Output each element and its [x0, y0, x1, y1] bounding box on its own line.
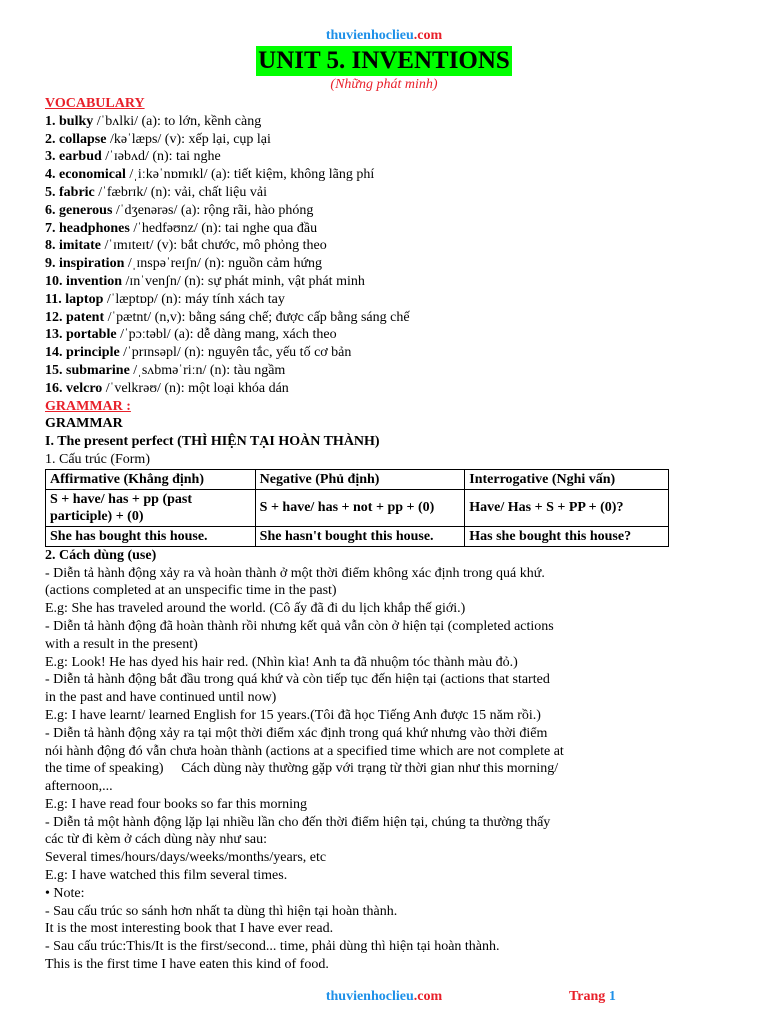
text-line: E.g: Look! He has dyed his hair red. (Nhìn kìa! Anh ta đã nhuộm tóc thành màu đỏ.): [45, 654, 518, 670]
vocab-definition: /ɪnˈvenʃn/ (n): sự phát minh, vật phát minh: [122, 273, 365, 289]
page-subtitle: (Những phát minh): [330, 77, 438, 92]
vocab-word: 8. imitate: [45, 238, 101, 254]
vocab-word: 15. submarine: [45, 362, 130, 378]
vocab-item: [45, 273, 725, 291]
vocab-definition: /ˈprɪnsəpl/ (n): nguyên tắc, yếu tố cơ bản: [119, 345, 352, 361]
vocab-definition: /ˈbʌlki/ (a): to lớn, kềnh càng: [93, 113, 262, 129]
text-line: - Diễn tả một hành động lặp lại nhiều lần cho đến thời điểm hiện tại, chúng ta thường thấy: [45, 814, 551, 830]
vocabulary-list: [45, 113, 725, 398]
vocab-item: [45, 237, 725, 255]
vocab-word: 13. portable: [45, 327, 117, 343]
table-row: [46, 526, 669, 546]
vocab-definition: /ˈɪəbʌd/ (n): tai nghe: [101, 149, 221, 165]
vocab-word: 7. headphones: [45, 220, 130, 236]
text-line: - Diễn tả hành động xảy ra tại một thời điểm xác định trong quá khứ nhưng vào thời điểm: [45, 725, 548, 741]
table-cell: She hasn't bought this house.: [255, 526, 465, 546]
text-line: E.g: I have watched this film several times.: [45, 868, 288, 884]
header-site-name: thuvienhoclieu: [325, 28, 414, 43]
vocab-definition: /kəˈlæps/ (v): xếp lại, cụp lại: [106, 131, 271, 147]
text-line: It is the most interesting book that I have ever read.: [45, 921, 334, 937]
vocab-item: [45, 255, 725, 273]
text-line: - Sau cấu trúc so sánh hơn nhất ta dùng thì hiện tại hoàn thành.: [45, 903, 398, 919]
vocab-definition: /ˈhedfəʊnz/ (n): tai nghe qua đầu: [129, 220, 318, 236]
text-line: E.g: I have learnt/ learned English for 15 years.(Tôi đã học Tiếng Anh được 15 năm rồi.): [45, 707, 541, 723]
vocab-word: 6. generous: [45, 202, 113, 218]
text-line: in the past and have continued until now): [45, 690, 277, 706]
vocab-item: [45, 291, 725, 309]
vocab-definition: /ˌɪnspəˈreɪʃn/ (n): nguồn cảm hứng: [124, 256, 323, 272]
vocab-word: 12. patent: [45, 309, 105, 325]
vocab-item: [45, 113, 725, 131]
form-table: [45, 469, 669, 547]
text-line: • Note:: [45, 885, 85, 901]
footer-site-link[interactable]: [0, 989, 768, 1005]
vocab-definition: /ˈvelkrəʊ/ (n): một loại khóa dán: [102, 380, 289, 396]
vocab-item: [45, 148, 725, 166]
vocabulary-heading: VOCABULARY: [45, 96, 145, 111]
structure-label: 1. Cấu trúc (Form): [45, 451, 150, 467]
document-body: [45, 95, 725, 974]
vocab-item: [45, 220, 725, 238]
table-header-row: [46, 469, 669, 489]
footer-site-domain: .com: [413, 989, 443, 1004]
vocab-word: 1. bulky: [45, 113, 94, 129]
vocab-definition: /ˌiːkəˈnɒmɪkl/ (a): tiết kiệm, không lãng phí: [125, 167, 375, 183]
vocab-item: [45, 362, 725, 380]
vocab-definition: /ˈpætnt/ (n,v): bằng sáng chế; được cấp bằng sáng chế: [104, 309, 410, 325]
text-line: - Sau cấu trúc:This/It is the first/second... time, phải dùng thì hiện tại hoàn thành.: [45, 939, 500, 955]
text-line: afternoon,...: [45, 779, 113, 795]
header-site-domain: .com: [413, 28, 443, 43]
grammar-label: GRAMMAR: [45, 416, 123, 432]
text-line: - Diễn tả hành động đã hoàn thành rồi nhưng kết quả vẫn còn ở hiện tại (completed actions: [45, 618, 554, 634]
table-row: [46, 489, 669, 526]
vocab-definition: /ˌsʌbməˈriːn/ (n): tàu ngầm: [129, 362, 286, 378]
page-title: UNIT 5. INVENTIONS: [258, 47, 510, 74]
text-line: (actions completed at an unspecific time in the past): [45, 583, 337, 599]
table-cell: S + have/ has + not + pp + (0): [255, 489, 465, 526]
footer-site-name: thuvienhoclieu: [325, 989, 414, 1004]
vocab-word: 16. velcro: [45, 380, 103, 396]
vocab-item: [45, 344, 725, 362]
vocab-word: 11. laptop: [45, 291, 104, 307]
text-line: - Diễn tả hành động bắt đầu trong quá khứ và còn tiếp tục đến hiện tại (actions that started: [45, 672, 550, 688]
vocab-definition: /ˈdʒenərəs/ (a): rộng rãi, hào phóng: [112, 202, 314, 218]
table-header-cell: Negative (Phủ định): [255, 469, 465, 489]
vocab-word: 9. inspiration: [45, 256, 125, 272]
text-line: E.g: She has traveled around the world. (Cô ấy đã đi du lịch khắp thế giới.): [45, 601, 466, 617]
page-number: [569, 989, 616, 1005]
grammar-heading: GRAMMAR :: [45, 398, 131, 414]
header-site-link[interactable]: [0, 28, 768, 44]
table-header-cell: Affirmative (Khẳng định): [46, 469, 256, 489]
text-line: E.g: I have read four books so far this morning: [45, 796, 308, 812]
title-wrap: [0, 46, 768, 76]
vocab-word: 5. fabric: [45, 184, 95, 200]
vocab-word: 3. earbud: [45, 149, 102, 165]
usage-text: [45, 565, 725, 974]
table-cell: She has bought this house.: [46, 526, 256, 546]
text-line: with a result in the present): [45, 636, 198, 652]
vocab-item: [45, 166, 725, 184]
vocab-item: [45, 380, 725, 398]
text-line: This is the first time I have eaten this kind of food.: [45, 957, 329, 973]
vocab-item: [45, 131, 725, 149]
table-header-cell: Interrogative (Nghi vấn): [465, 469, 669, 489]
vocab-word: 4. economical: [45, 167, 126, 183]
text-line: nói hành động đó vẫn chưa hoàn thành (actions at a specified time which are not complete at: [45, 743, 564, 759]
vocab-word: 2. collapse: [45, 131, 107, 147]
vocab-definition: /ˈlæptɒp/ (n): máy tính xách tay: [103, 291, 285, 307]
text-line: các từ đi kèm ở cách dùng này như sau:: [45, 832, 268, 848]
vocab-word: 14. principle: [45, 345, 120, 361]
vocab-definition: /ˈpɔːtəbl/ (a): dễ dàng mang, xách theo: [116, 327, 337, 343]
section-title: I. The present perfect (THÌ HIỆN TẠI HOÀN THÀNH): [45, 434, 380, 450]
text-line: - Diễn tả hành động xảy ra và hoàn thành ở một thời điểm không xác định trong quá khứ.: [45, 565, 545, 581]
vocab-item: [45, 184, 725, 202]
usage-label: 2. Cách dùng (use): [45, 547, 157, 563]
vocab-item: [45, 326, 725, 344]
vocab-item: [45, 309, 725, 327]
vocab-definition: /ˈfæbrɪk/ (n): vải, chất liệu vải: [94, 184, 267, 200]
table-cell: S + have/ has + pp (past participle) + (0): [46, 489, 256, 526]
text-line: Several times/hours/days/weeks/months/years, etc: [45, 850, 327, 866]
vocab-definition: /ˈɪmɪteɪt/ (v): bắt chước, mô phỏng theo: [100, 238, 327, 254]
text-line: the time of speaking) Cách dùng này thường gặp với trạng từ thời gian như this morning/: [45, 761, 559, 777]
vocab-item: [45, 202, 725, 220]
page-number-value: 1: [608, 989, 616, 1004]
table-cell: Have/ Has + S + PP + (0)?: [465, 489, 669, 526]
vocab-word: 10. invention: [45, 273, 123, 289]
page-label: Trang: [569, 989, 609, 1004]
table-cell: Has she bought this house?: [465, 526, 669, 546]
